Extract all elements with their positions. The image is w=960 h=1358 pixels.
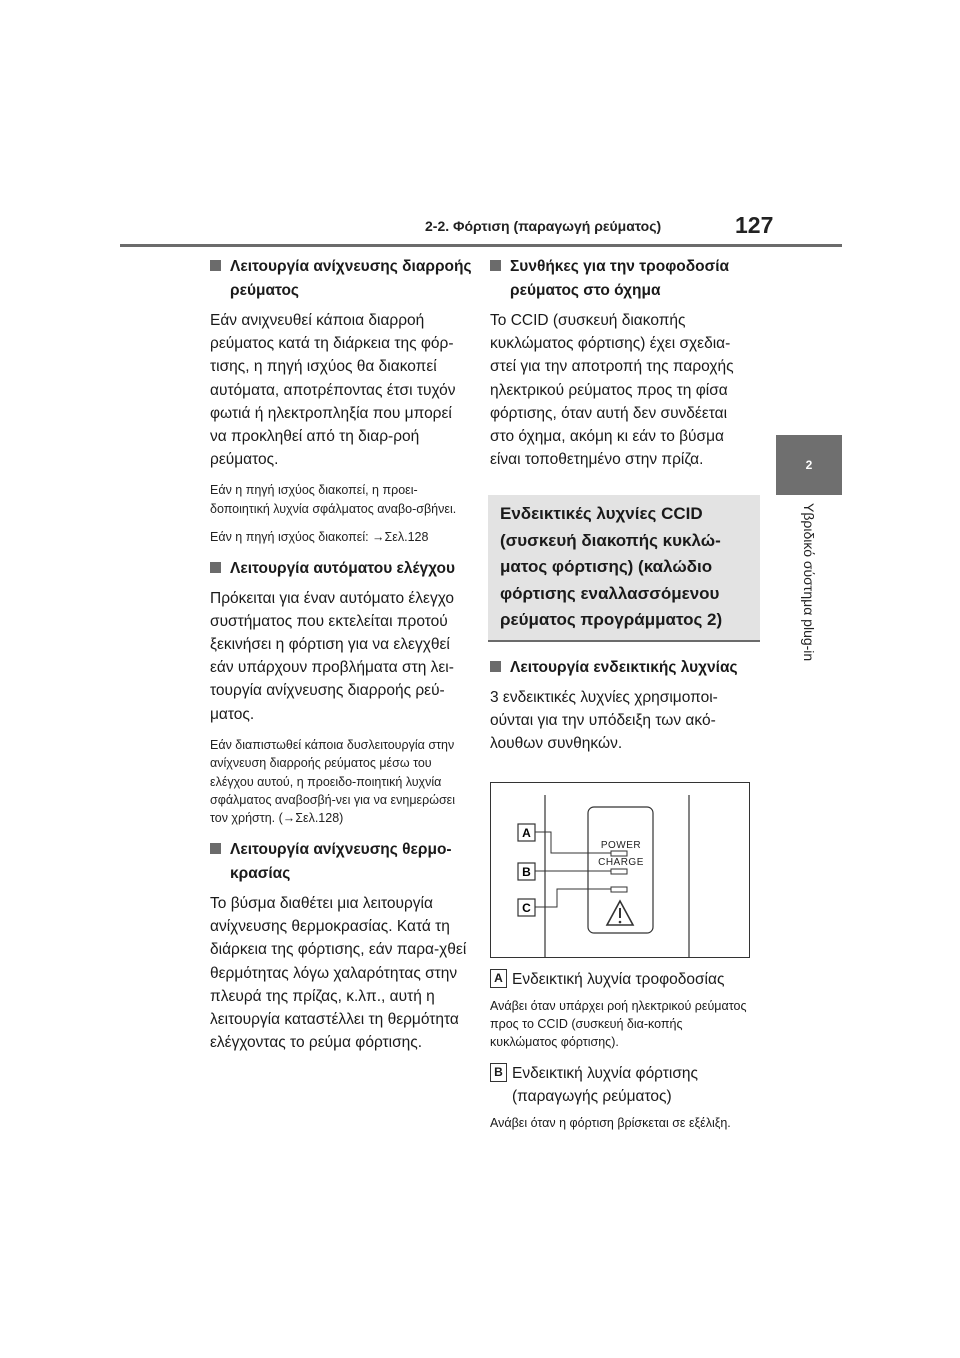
callout-a: A <box>522 825 531 840</box>
paragraph: 3 ενδεικτικές λυχνίες χρησιμοποι-ούνται για την υπόδειξη των ακό-λουθων συνθηκών. <box>490 688 718 753</box>
bullet-square-icon <box>490 260 501 271</box>
chapter-label-wrap <box>776 495 842 715</box>
callout-c: C <box>522 900 531 915</box>
bullet-square-icon <box>210 562 221 573</box>
paragraph: Πρόκειται για έναν αυτόματο έλεγχο συστήματος που εκτελείται προτού ξεκινήσει η φόρτιση για να ελεγχθεί εάν υπάρχουν προβλήματα στη λει-τουργία ανίχνευσης διαρροής ρεύ-ματος. <box>210 589 455 723</box>
section-box-title: Ενδεικτικές λυχνίες CCID (συσκευή διακοπής κυκλώ-ματος φόρτισης) (καλώδιο φόρτισης εναλλασσόμενου ρεύματος προγράμματος 2) <box>488 495 760 642</box>
header-divider <box>120 244 842 247</box>
caption-label: A <box>490 969 507 988</box>
paragraph: Εάν ανιχνευθεί κάποια διαρροή ρεύματος κατά τη διάρκεια της φόρ-τισης, η πηγή ισχύος θα διακοπεί αυτόματα, αποτρέποντας έτσι τυχόν φωτιά ή ηλεκτροπληξία που μπορεί να προκληθεί από τη διαρ-ροή ρεύματος. <box>210 312 456 469</box>
bullet-square-icon <box>210 260 221 271</box>
chapter-label: Υβριδικό σύστημα plug-in <box>801 503 817 662</box>
caption-note: Ανάβει όταν υπάρχει ροή ηλεκτρικού ρεύματος προς το CCID (συσκευή δια-κοπής κυκλώματος φόρτισης). <box>490 998 747 1050</box>
bullet-square-icon <box>210 843 221 854</box>
ccid-diagram <box>491 783 749 957</box>
note: Εάν η πηγή ισχύος διακοπεί, η προει-δοποιητική λυχνία σφάλματος αναβο-σβήνει. <box>210 483 457 516</box>
heading-text: Λειτουργία ενδεικτικής λυχνίας <box>510 658 738 676</box>
heading-leak-detection <box>210 255 472 303</box>
heading-power-conditions <box>490 255 752 303</box>
charge-label: CHARGE <box>598 856 644 868</box>
callout-b: B <box>522 864 531 879</box>
heading-text: Συνθήκες για την τροφοδοσία ρεύματος στο όχημα <box>510 258 730 299</box>
caption-charge-indicator <box>490 1062 752 1108</box>
caption-title: Ενδεικτική λυχνία φόρτισης (παραγωγής ρεύματος) <box>512 1064 699 1105</box>
heading-indicator-function <box>490 656 752 680</box>
note: Εάν διαπιστωθεί κάποια δυσλειτουργία στην ανίχνευση διαρροής ρεύματος μέσω του ελέγχου αυτού, η προειδο-ποιητική λυχνία σφάλματος αναβοσβή-νει για να ενημερώσει τον χρήστη. (→Σελ.128) <box>210 737 456 826</box>
right-column <box>490 255 752 1132</box>
bullet-square-icon <box>490 661 501 672</box>
ccid-illustration <box>490 782 750 958</box>
note-link[interactable]: Εάν η πηγή ισχύος διακοπεί: →Σελ.128 <box>210 530 429 545</box>
heading-text: Λειτουργία αυτόματου ελέγχου <box>230 559 455 577</box>
power-label: POWER <box>600 839 642 851</box>
heading-text: Λειτουργία ανίχνευσης θερμο-κρασίας <box>230 840 452 882</box>
caption-label: B <box>490 1063 507 1082</box>
page-number: 127 <box>735 212 774 238</box>
heading-auto-check <box>210 557 472 581</box>
heading-temperature <box>210 838 472 886</box>
caption-power-indicator <box>490 968 752 991</box>
chapter-tab[interactable]: 2 <box>776 435 842 495</box>
heading-text: Λειτουργία ανίχνευσης διαρροής ρεύματος <box>230 258 472 299</box>
paragraph: Το CCID (συσκευή διακοπής κυκλώματος φόρτισης) έχει σχεδια-στεί για την αποτροπή της παροχής ηλεκτρικού ρεύματος προς τη φίσα φόρτισης, όταν αυτή δεν συνδέεται στο όχημα, ακόμη κι εάν το βύσμα είναι τοποθετημένο στην πρίζα. <box>490 312 734 469</box>
caption-note: Ανάβει όταν η φόρτιση βρίσκεται σε εξέλιξη. <box>490 1115 731 1130</box>
left-column <box>210 255 472 1064</box>
paragraph: Το βύσμα διαθέτει μια λειτουργία ανίχνευσης θερμοκρασίας. Κατά τη διάρκεια της φόρτισης, εάν παρα-χθεί θερμότητας λόγω χαλαρότητας στην πλευρά της πρίζας, κ.λπ., αυτή η λειτουργία καταστέλλει τη θερμότητα ελέγχοντας το ρεύμα φόρτισης. <box>210 894 467 1052</box>
caption-title: Ενδεικτική λυχνία τροφοδοσίας <box>512 970 725 988</box>
section-title: 2-2. Φόρτιση (παραγωγή ρεύματος) <box>425 218 662 234</box>
